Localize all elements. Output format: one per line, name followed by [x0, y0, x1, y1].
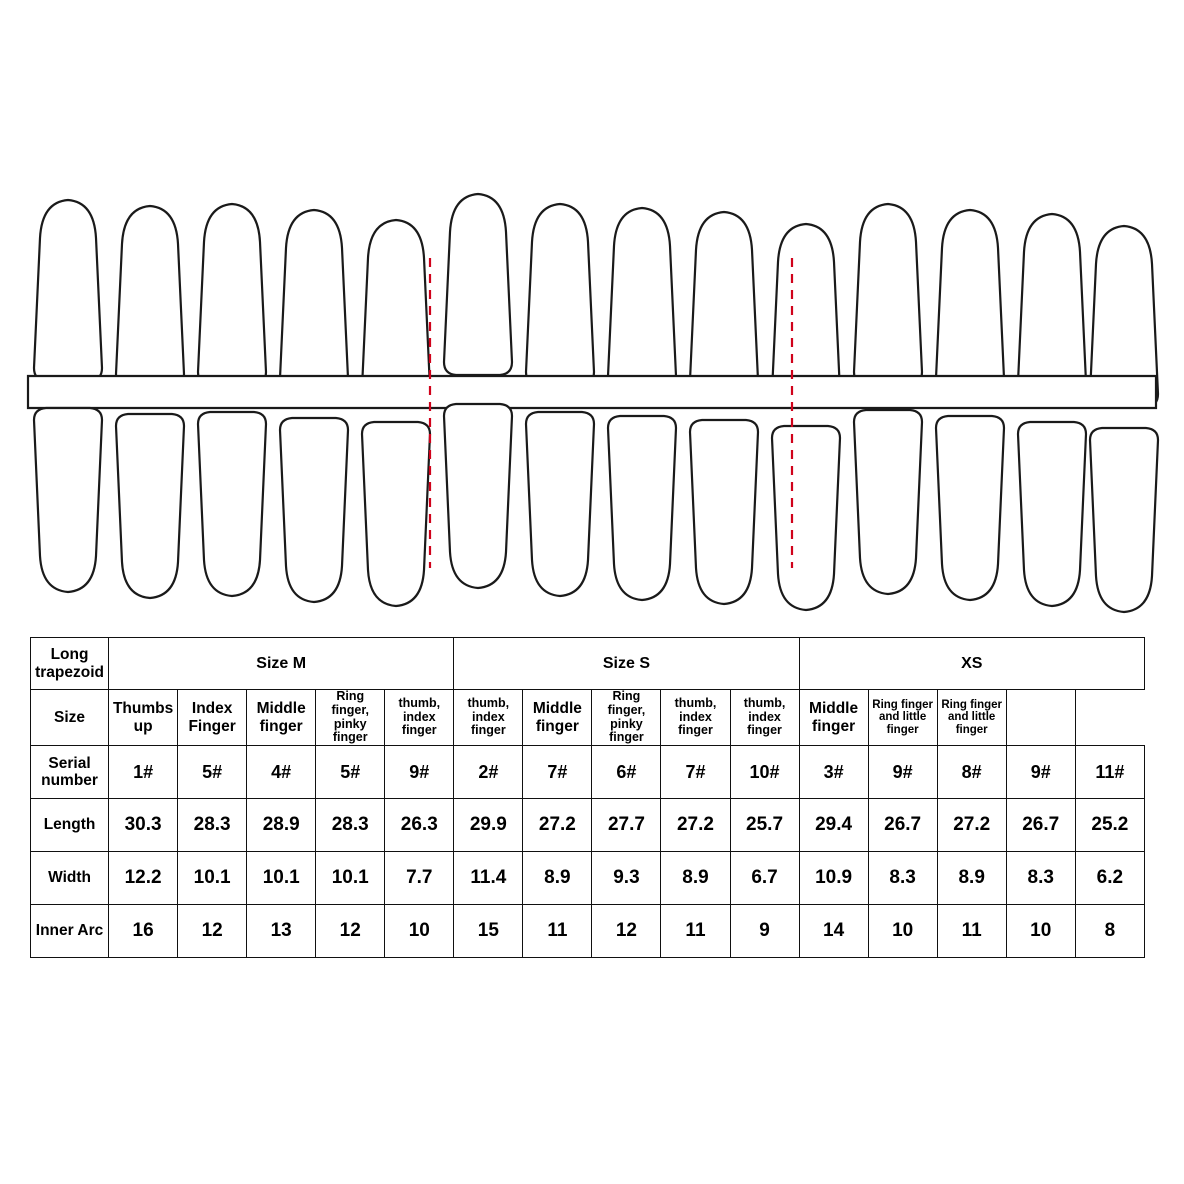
serial-cell-2: 5# [178, 746, 247, 799]
table-row-length [31, 799, 1145, 852]
table-header-row [31, 638, 1145, 690]
serial-cell-11: 3# [799, 746, 868, 799]
size-cell-xs-thumb-index: thumb, index finger [730, 690, 799, 746]
size-cell-s-thumb-index: thumb, index finger [454, 690, 523, 746]
table-row-inner-arc [31, 905, 1145, 958]
serial-cell-8: 6# [592, 746, 661, 799]
size-cell-xs-middle: Middle finger [799, 690, 868, 746]
inner-arc-cell-7: 11 [523, 905, 592, 958]
width-cell-15: 6.2 [1075, 852, 1144, 905]
serial-cell-15: 11# [1075, 746, 1144, 799]
size-cell-s-thumb-index-2: thumb, index finger [661, 690, 730, 746]
width-cell-13: 8.9 [937, 852, 1006, 905]
group-header-size-xs: XS [799, 638, 1144, 690]
inner-arc-cell-13: 11 [937, 905, 1006, 958]
width-cell-11: 10.9 [799, 852, 868, 905]
size-cell-s-ring-pinky: Ring finger, pinky finger [592, 690, 661, 746]
corner-label: Long trapezoid [31, 638, 109, 690]
length-cell-13: 27.2 [937, 799, 1006, 852]
size-cell-xs-extra [1006, 690, 1075, 746]
width-cell-6: 11.4 [454, 852, 523, 905]
nail-diagram [20, 180, 1164, 630]
length-cell-3: 28.9 [247, 799, 316, 852]
serial-cell-5: 9# [385, 746, 454, 799]
length-cell-11: 29.4 [799, 799, 868, 852]
serial-cell-6: 2# [454, 746, 523, 799]
serial-cell-9: 7# [661, 746, 730, 799]
serial-cell-1: 1# [109, 746, 178, 799]
size-cell-m-thumb-index: thumb, index finger [385, 690, 454, 746]
length-cell-15: 25.2 [1075, 799, 1144, 852]
serial-cell-7: 7# [523, 746, 592, 799]
length-cell-7: 27.2 [523, 799, 592, 852]
inner-arc-cell-5: 10 [385, 905, 454, 958]
size-cell-s-middle: Middle finger [523, 690, 592, 746]
width-cell-8: 9.3 [592, 852, 661, 905]
length-cell-12: 26.7 [868, 799, 937, 852]
inner-arc-cell-3: 13 [247, 905, 316, 958]
group-header-size-m: Size M [109, 638, 454, 690]
width-cell-2: 10.1 [178, 852, 247, 905]
width-cell-5: 7.7 [385, 852, 454, 905]
row-label-inner-arc: Inner Arc [31, 905, 109, 958]
length-cell-1: 30.3 [109, 799, 178, 852]
nail-row-bottom [34, 404, 1158, 612]
width-cell-9: 8.9 [661, 852, 730, 905]
length-cell-9: 27.2 [661, 799, 730, 852]
serial-cell-12: 9# [868, 746, 937, 799]
inner-arc-cell-6: 15 [454, 905, 523, 958]
width-cell-12: 8.3 [868, 852, 937, 905]
row-label-size: Size [31, 690, 109, 746]
size-cell-m-middle: Middle finger [247, 690, 316, 746]
serial-cell-14: 9# [1006, 746, 1075, 799]
width-cell-3: 10.1 [247, 852, 316, 905]
inner-arc-cell-2: 12 [178, 905, 247, 958]
inner-arc-cell-1: 16 [109, 905, 178, 958]
width-cell-7: 8.9 [523, 852, 592, 905]
length-cell-10: 25.7 [730, 799, 799, 852]
inner-arc-cell-15: 8 [1075, 905, 1144, 958]
table-row-serial-number [31, 746, 1145, 799]
length-cell-4: 28.3 [316, 799, 385, 852]
length-cell-8: 27.7 [592, 799, 661, 852]
serial-cell-3: 4# [247, 746, 316, 799]
group-header-size-s: Size S [454, 638, 799, 690]
size-table [30, 637, 1145, 958]
size-cell-m-thumb: Thumbs up [109, 690, 178, 746]
width-cell-1: 12.2 [109, 852, 178, 905]
size-cell-m-index: Index Finger [178, 690, 247, 746]
size-cell-xs-ring: Ring finger and little finger [868, 690, 937, 746]
width-cell-10: 6.7 [730, 852, 799, 905]
row-label-serial-number: Serial number [31, 746, 109, 799]
inner-arc-cell-9: 11 [661, 905, 730, 958]
serial-cell-13: 8# [937, 746, 1006, 799]
inner-arc-cell-10: 9 [730, 905, 799, 958]
length-cell-6: 29.9 [454, 799, 523, 852]
serial-cell-4: 5# [316, 746, 385, 799]
row-label-length: Length [31, 799, 109, 852]
size-cell-xs-little: Ring finger and little finger [937, 690, 1006, 746]
connector-bar [28, 376, 1156, 408]
inner-arc-cell-4: 12 [316, 905, 385, 958]
length-cell-5: 26.3 [385, 799, 454, 852]
length-cell-2: 28.3 [178, 799, 247, 852]
row-label-width: Width [31, 852, 109, 905]
length-cell-14: 26.7 [1006, 799, 1075, 852]
serial-cell-10: 10# [730, 746, 799, 799]
table-row-width [31, 852, 1145, 905]
inner-arc-cell-8: 12 [592, 905, 661, 958]
inner-arc-cell-14: 10 [1006, 905, 1075, 958]
width-cell-4: 10.1 [316, 852, 385, 905]
size-cell-m-ring-pinky: Ring finger, pinky finger [316, 690, 385, 746]
width-cell-14: 8.3 [1006, 852, 1075, 905]
table-row-size [31, 690, 1145, 746]
inner-arc-cell-12: 10 [868, 905, 937, 958]
inner-arc-cell-11: 14 [799, 905, 868, 958]
